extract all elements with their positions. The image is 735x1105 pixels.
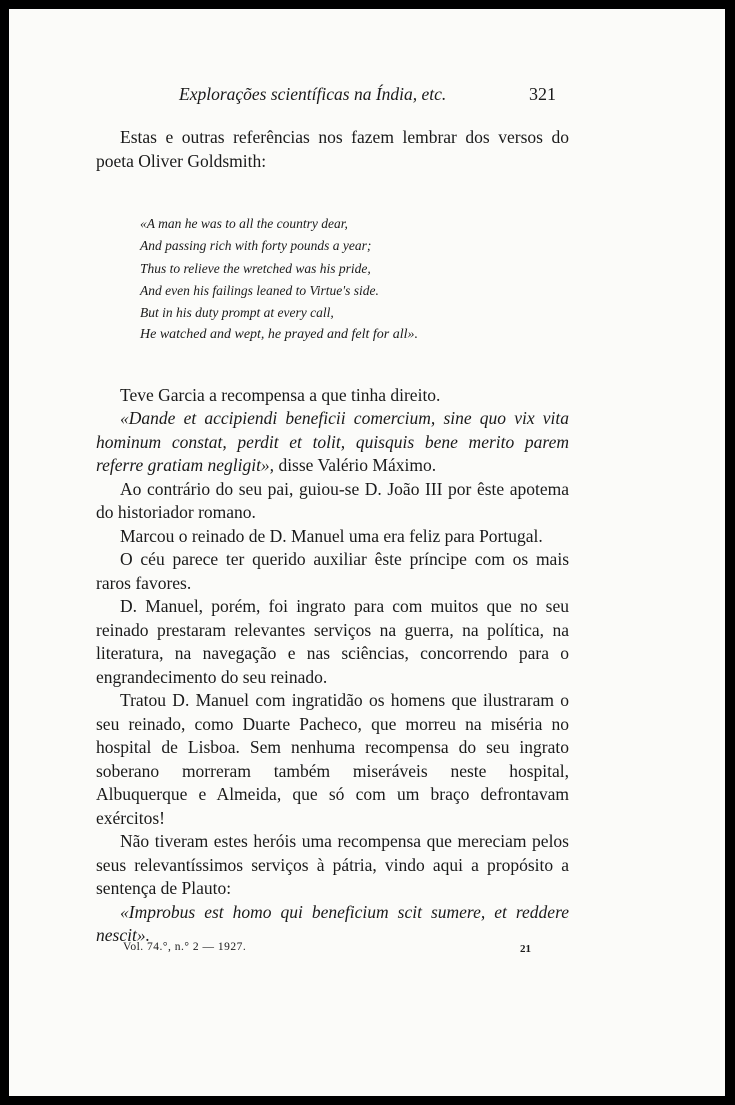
- running-title: Explorações scientíficas na Índia, etc.: [179, 84, 447, 104]
- paragraph-herois: Não tiveram estes heróis uma recompensa que mereciam pelos seus relevantíssimos serviços à pátria, vindo aqui a propósito a sentença de Plauto:: [96, 831, 569, 899]
- signature-mark: 21: [520, 943, 531, 955]
- verse-line: And even his failings leaned to Virtue's side.: [140, 282, 379, 298]
- verse-line: Thus to relieve the wretched was his pride,: [140, 260, 371, 276]
- verse-line: But in his duty prompt at every call,: [140, 305, 334, 321]
- paragraph-reinado: Marcou o reinado de D. Manuel uma era feliz para Portugal.: [120, 525, 543, 546]
- paragraph-recompensa: Teve Garcia a recompensa a que tinha direito.: [120, 384, 441, 405]
- book-page: [9, 9, 725, 1096]
- verse-line: «A man he was to all the country dear,: [140, 216, 348, 231]
- body-text: [96, 126, 569, 948]
- paragraph-ingrato: D. Manuel, porém, foi ingrato para com muitos que no seu reinado prestaram relevantes serviços na guerra, na política, na literatura, na navegação e nas sciências, concorrendo para o engrandecimento do seu reinado.: [96, 596, 569, 687]
- paragraph-latin-quote: [96, 407, 569, 478]
- verse-line: And passing rich with forty pounds a year;: [140, 238, 372, 254]
- intro-paragraph: [96, 126, 569, 173]
- latin-quote-attribution: disse Valério Máximo.: [274, 455, 437, 476]
- paragraph-joao-iii: Ao contrário do seu pai, guiou-se D. João III por êste apotema do historiador romano.: [96, 478, 569, 523]
- volume-note: Vol. 74.°, n.° 2 — 1927.: [123, 941, 247, 953]
- paragraph-ceu: O céu parece ter querido auxiliar êste príncipe com os mais raros favores.: [96, 549, 569, 593]
- verse-line: He watched and wept, he prayed and felt for all».: [140, 327, 419, 343]
- intro-line-2: do poeta Oliver Goldsmith:: [96, 127, 569, 171]
- verse-quote: [96, 213, 569, 347]
- intro-line-1: Estas e outras referências nos fazem lembrar dos versos: [120, 127, 543, 147]
- paragraph-ingratidao: Tratou D. Manuel com ingratidão os homens que ilustraram o seu reinado, como Duarte Pacheco, que morreu na miséria no hospital de Lisboa. Sem nenhuma recompensa do seu ingrato soberano morreram também miseráveis neste hospital, Albuquerque e Almeida, que só com um braço defrontavam exércitos!: [96, 690, 569, 828]
- plauto-quote: «Improbus est homo qui beneficium scit sumere, et reddere nescit».: [96, 901, 569, 946]
- page-number: 321: [529, 84, 556, 104]
- latin-quote: «Dande et accipiendi beneficii comercium, sine quo vix vita hominum constat, perdit et tolit, quisquis bene merito parem referre gratiam negligit»,: [96, 408, 569, 476]
- page-header: [9, 84, 725, 110]
